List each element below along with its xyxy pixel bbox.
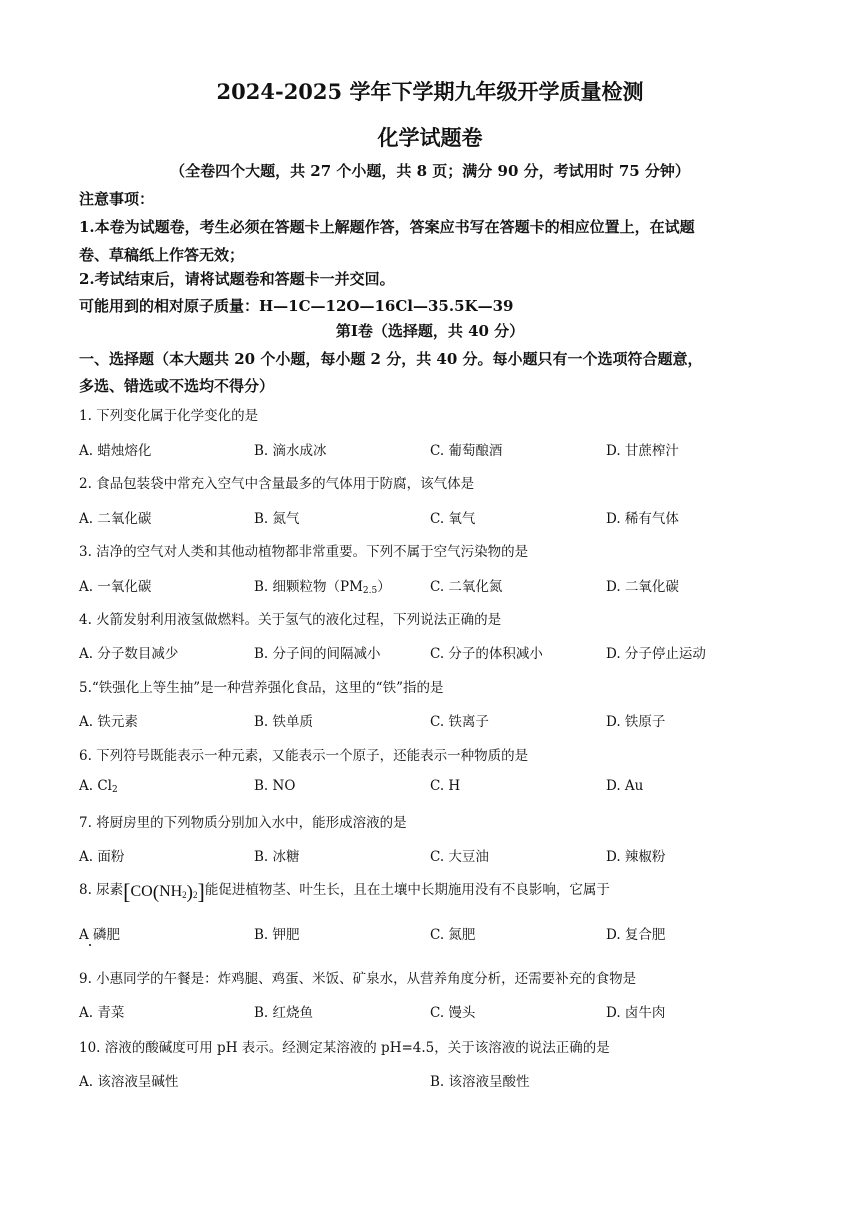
q7-option-b: B. 冰糖 (254, 849, 300, 865)
atomic-masses: 可能用到的相对原子质量：H—1C—12O—16Cl—35.5K—39 (79, 297, 514, 315)
q1-option-c: C. 葡萄酿酒 (430, 443, 503, 459)
q3-option-c: C. 二氧化氮 (430, 579, 503, 595)
q4-option-a: A. 分子数目减少 (79, 646, 179, 662)
q9-option-c: C. 馒头 (430, 1005, 476, 1021)
stray-dot-mark (89, 944, 91, 946)
question-4-stem: 4. 火箭发射利用液氢做燃料。关于氢气的液化过程，下列说法正确的是 (79, 612, 502, 628)
q9-option-b: B. 红烧鱼 (254, 1005, 314, 1021)
q8-option-a: A 磷肥 (79, 927, 121, 943)
q1-option-b: B. 滴水成冰 (254, 443, 327, 459)
q3-option-a: A. 一氧化碳 (79, 579, 152, 595)
q6-option-d: D. Au (606, 778, 644, 794)
q6-option-c: C. H (430, 778, 461, 794)
note-1b: 卷、草稿纸上作答无效； (79, 246, 245, 264)
question-10-stem: 10. 溶液的酸碱度可用 pH 表示。经测定某溶液的 pH=4.5，关于该溶液的说法正确的是 (79, 1040, 610, 1056)
q3-option-b-close: ） (377, 579, 391, 595)
q8-option-b: B. 钾肥 (254, 927, 300, 943)
q5-option-b: B. 铁单质 (254, 714, 314, 730)
q3-option-b (254, 575, 391, 596)
notes-heading: 注意事项： (79, 190, 155, 208)
q5-option-c: C. 铁离子 (430, 714, 489, 730)
urea-nh: NH (159, 883, 183, 900)
exam-title: 2024-2025 学年下学期九年级开学质量检测 (216, 79, 644, 104)
urea-co: CO (130, 883, 153, 900)
q9-option-d: D. 卤牛肉 (606, 1005, 666, 1021)
urea-sub-inner: 2 (182, 890, 187, 900)
q2-option-b: B. 氮气 (254, 511, 300, 527)
section1-instructions-b: 多选、错选或不选均不得分） (79, 377, 275, 395)
question-2-stem: 2. 食品包装袋中常充入空气中含量最多的气体用于防腐，该气体是 (79, 476, 475, 492)
section1-instructions-a: 一、选择题（本大题共 20 个小题，每小题 2 分，共 40 分。每小题只有一个选项符合题意， (79, 350, 703, 368)
question-1-stem: 1. 下列变化属于化学变化的是 (79, 408, 259, 424)
q7-option-a: A. 面粉 (79, 849, 125, 865)
q6-option-a-text: A. Cl (79, 778, 112, 794)
q1-option-a: A. 蜡烛熔化 (79, 443, 152, 459)
q3-option-d: D. 二氧化碳 (606, 579, 679, 595)
urea-sub-outer: 2 (193, 890, 198, 900)
q9-option-a: A. 青菜 (79, 1005, 125, 1021)
q2-option-a: A. 二氧化碳 (79, 511, 152, 527)
q1-option-d: D. 甘蔗榨汁 (606, 443, 679, 459)
q8-option-d: D. 复合肥 (606, 927, 666, 943)
note-2: 2.考试结束后，请将试题卷和答题卡一并交回。 (79, 270, 395, 288)
question-3-stem: 3. 洁净的空气对人类和其他动植物都非常重要。下列不属于空气污染物的是 (79, 544, 529, 560)
q4-option-d: D. 分子停止运动 (606, 646, 706, 662)
question-7-stem: 7. 将厨房里的下列物质分别加入水中，能形成溶液的是 (79, 815, 407, 831)
q2-option-c: C. 氧气 (430, 511, 476, 527)
exam-subject: 化学试题卷 (377, 125, 483, 150)
q7-option-d: D. 辣椒粉 (606, 849, 666, 865)
question-6-stem: 6. 下列符号既能表示一种元素，又能表示一个原子，还能表示一种物质的是 (79, 748, 529, 764)
note-1a: 1.本卷为试题卷，考生必须在答题卡上解题作答，答案应书写在答题卡的相应位置上，在试题 (79, 218, 695, 236)
exam-meta: （全卷四个大题，共 27 个小题，共 8 页；满分 90 分，考试用时 75 分钟） (170, 162, 690, 180)
q10-option-a: A. 该溶液呈碱性 (79, 1074, 179, 1090)
q6-option-a (79, 778, 118, 795)
q3-option-b-subscript: 2.5 (362, 586, 378, 596)
q6-option-a-subscript: 2 (111, 785, 118, 795)
q4-option-c: C. 分子的体积减小 (430, 646, 543, 662)
q5-option-d: D. 铁原子 (606, 714, 666, 730)
question-5-stem: 5.“铁强化上等生抽”是一种营养强化食品，这里的“铁”指的是 (79, 680, 444, 696)
question-9-stem: 9. 小惠同学的午餐是：炸鸡腿、鸡蛋、米饭、矿泉水，从营养角度分析，还需要补充的食物是 (79, 971, 637, 987)
question-8-stem (79, 878, 610, 905)
q4-option-b: B. 分子间的间隔减小 (254, 646, 381, 662)
part1-title: 第Ⅰ卷（选择题，共 40 分） (335, 322, 525, 340)
q8-stem-lead: 8. 尿素 (79, 882, 124, 898)
q8-option-c: C. 氮肥 (430, 927, 476, 943)
q7-option-c: C. 大豆油 (430, 849, 489, 865)
q2-option-d: D. 稀有气体 (606, 511, 679, 527)
q3-option-b-text: B. 细颗粒物（PM (254, 579, 363, 595)
q8-stem-rest: 能促进植物茎、叶生长，且在土壤中长期施用没有不良影响，它属于 (204, 882, 610, 898)
q10-option-b: B. 该溶液呈酸性 (430, 1074, 530, 1090)
urea-formula: $[CO(NH_2)_2]$ (123, 879, 205, 904)
q6-option-b: B. NO (254, 778, 296, 794)
q5-option-a: A. 铁元素 (79, 714, 138, 730)
